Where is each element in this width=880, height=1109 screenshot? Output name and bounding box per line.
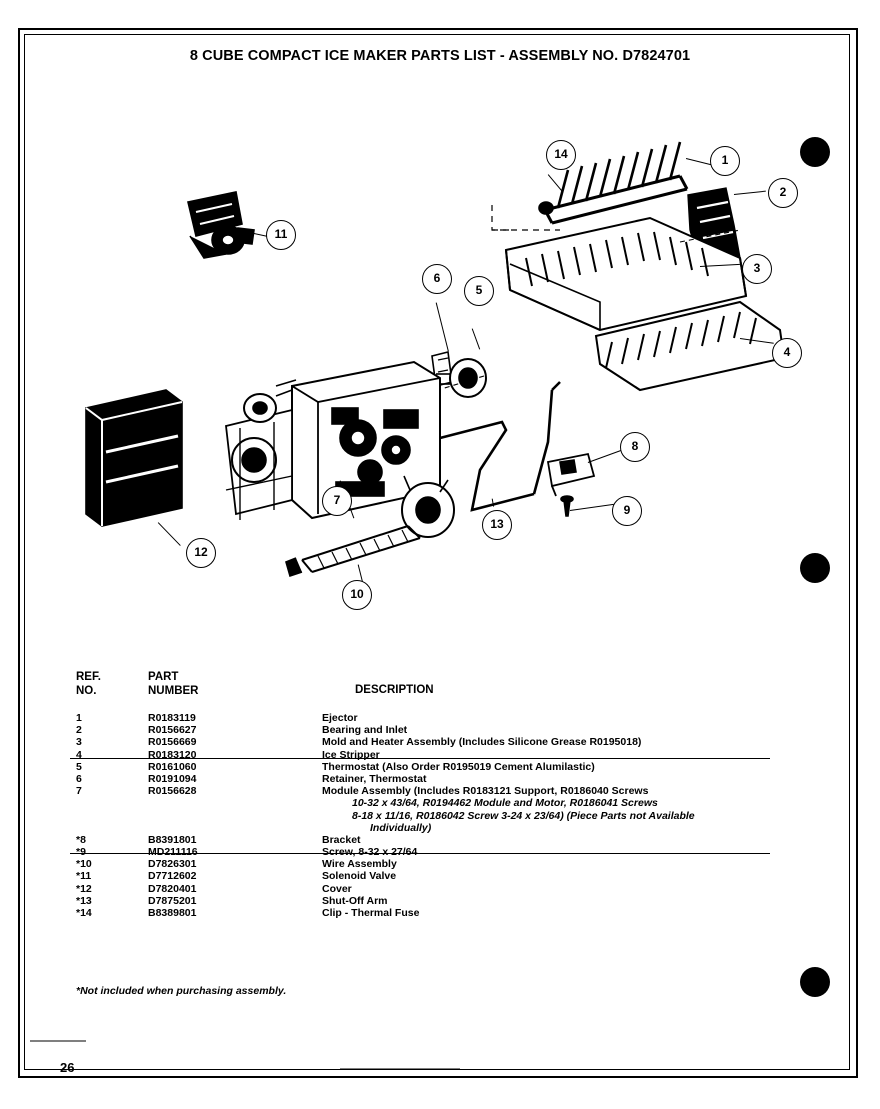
table-row <box>70 761 770 773</box>
cell-part-number: D7712602 <box>148 870 197 883</box>
cell-description: Cover <box>322 882 352 895</box>
callout-14: 14 <box>546 140 576 170</box>
cell-part-number: R0156627 <box>148 724 197 737</box>
cell-part-number: MD211116 <box>148 846 198 859</box>
cell-ref-no: *11 <box>76 870 92 883</box>
parts-table <box>70 670 770 919</box>
page-title: 8 CUBE COMPACT ICE MAKER PARTS LIST - ASSEMBLY NO. D7824701 <box>189 48 691 64</box>
callout-10: 10 <box>342 580 372 610</box>
cell-ref-no: 3 <box>76 736 82 749</box>
callout-1: 1 <box>710 146 740 176</box>
cell-description: Solenoid Valve <box>322 870 397 883</box>
table-row <box>70 846 770 858</box>
cell-part-number: R0183119 <box>148 712 196 724</box>
header-part-line1: PART <box>148 671 179 683</box>
cell-ref-no: *14 <box>76 907 92 919</box>
cell-part-number: R0156628 <box>148 785 197 798</box>
solenoid-valve-part <box>188 192 254 258</box>
table-row <box>70 883 770 895</box>
cell-description: Module Assembly (Includes R0183121 Support, R0186040 Screws <box>322 785 649 798</box>
cell-part-number: B8389801 <box>148 907 197 919</box>
table-row <box>70 785 770 797</box>
table-row <box>70 907 770 919</box>
callout-11: 11 <box>266 220 296 250</box>
cover-part <box>86 390 182 526</box>
cell-ref-no: *8 <box>76 833 86 846</box>
cell-ref-no: *12 <box>76 882 92 895</box>
page-number: 26 <box>60 1060 75 1075</box>
header-ref-line1: REF. <box>76 671 101 683</box>
callout-4: 4 <box>772 338 802 368</box>
table-row <box>70 797 770 809</box>
cell-part-number: B8391801 <box>148 833 197 846</box>
cell-ref-no: 4 <box>76 748 82 761</box>
header-ref-line2: NO. <box>76 685 97 697</box>
diagram-artwork <box>40 90 830 650</box>
scan-artifact-bottom <box>340 1068 460 1070</box>
cell-ref-no: 7 <box>76 785 82 798</box>
cell-description: 8-18 x 11/16, R0186042 Screw 3-24 x 23/64) (Piece Parts not Available <box>352 809 695 822</box>
cell-description: Bracket <box>322 833 361 846</box>
cell-ref-no: 6 <box>76 772 82 785</box>
cell-part-number: D7826301 <box>148 858 197 871</box>
cell-description: Wire Assembly <box>322 858 397 871</box>
table-row <box>70 736 770 748</box>
cell-description: Retainer, Thermostat <box>322 772 427 785</box>
binder-hole-bottom <box>800 967 830 997</box>
callout-6: 6 <box>422 264 452 294</box>
header-part-line2: NUMBER <box>148 685 199 697</box>
cell-part-number: D7820401 <box>148 882 197 895</box>
cell-description: Individually) <box>370 821 432 834</box>
table-row <box>70 724 770 736</box>
cell-ref-no: 1 <box>76 712 82 724</box>
cell-description: 10-32 x 43/64, R0194462 Module and Motor, R0186041 Screws <box>352 797 658 810</box>
table-body <box>70 712 770 919</box>
table-row <box>70 895 770 907</box>
cell-ref-no: *9 <box>76 846 86 859</box>
thermal-fuse-clip-part <box>539 202 553 214</box>
callout-13: 13 <box>482 510 512 540</box>
callout-7: 7 <box>322 486 352 516</box>
cell-description: Bearing and Inlet <box>322 724 408 737</box>
scan-artifact-left <box>30 1040 86 1042</box>
cell-description: Screw, 8-32 x 27/64 <box>322 846 418 859</box>
callout-8: 8 <box>620 432 650 462</box>
table-row <box>70 870 770 882</box>
callout-12: 12 <box>186 538 216 568</box>
footnote: *Not included when purchasing assembly. <box>76 985 287 997</box>
cell-description: Mold and Heater Assembly (Includes Silicone Grease R0195018) <box>322 736 642 749</box>
cell-part-number: R0161060 <box>148 760 197 773</box>
header-part-number <box>148 670 198 698</box>
callout-2: 2 <box>768 178 798 208</box>
header-ref-no <box>76 670 101 698</box>
header-description: DESCRIPTION <box>355 684 434 696</box>
shut-off-arm-part <box>440 382 560 510</box>
cell-description: Ice Stripper <box>322 748 380 761</box>
cell-ref-no: *10 <box>76 858 92 871</box>
cell-part-number: D7875201 <box>148 894 197 907</box>
cell-ref-no: *13 <box>76 894 92 907</box>
table-row <box>70 834 770 846</box>
table-row <box>70 810 770 822</box>
table-header-row <box>70 670 770 712</box>
callout-3: 3 <box>742 254 772 284</box>
cell-description: Clip - Thermal Fuse <box>322 907 420 919</box>
ejector-part <box>492 142 687 230</box>
table-row <box>70 858 770 870</box>
cell-ref-no: 5 <box>76 760 82 773</box>
exploded-parts-diagram <box>40 90 830 650</box>
callout-9: 9 <box>612 496 642 526</box>
table-row <box>70 749 770 761</box>
cell-description: Thermostat (Also Order R0195019 Cement Alumilastic) <box>322 760 595 773</box>
cell-part-number: R0156669 <box>148 736 197 749</box>
cell-description: Shut-Off Arm <box>322 894 388 907</box>
callout-5: 5 <box>464 276 494 306</box>
table-row <box>70 822 770 834</box>
cell-description: Ejector <box>322 712 358 724</box>
cell-part-number: R0183120 <box>148 748 197 761</box>
cell-part-number: R0191094 <box>148 772 197 785</box>
table-row <box>70 773 770 785</box>
table-row <box>70 712 770 724</box>
cell-ref-no: 2 <box>76 724 82 737</box>
